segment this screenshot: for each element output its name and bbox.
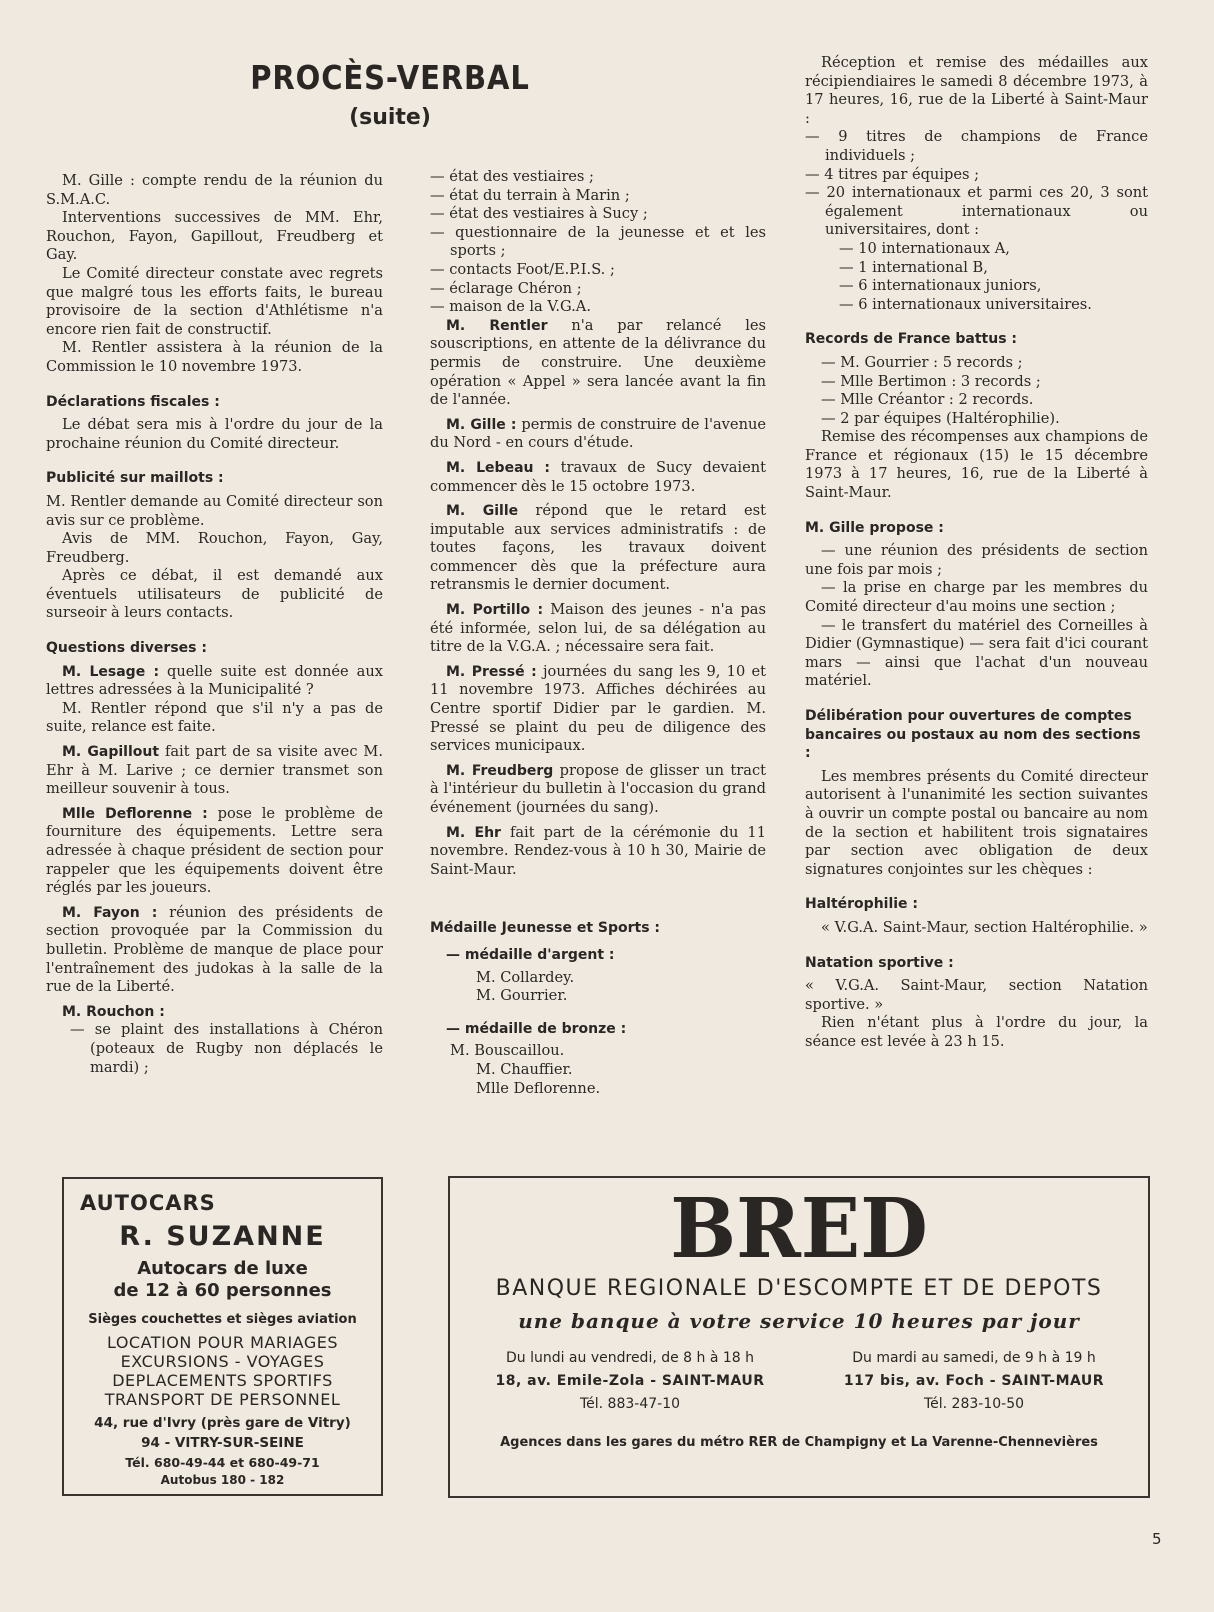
paragraph (430, 317, 766, 410)
article-header (200, 58, 580, 130)
list-item: — Mlle Bertimon : 3 records ; (821, 372, 1041, 390)
list-item: — 2 par équipes (Haltérophilie). (821, 409, 1060, 427)
paragraph: Remise des récompenses aux champions de France et régionaux (15) le 15 décembre 1973 à 17 heures, 16, rue de la Liberté à Saint-Maur. (805, 428, 1148, 502)
speaker-text: permis de construire de l'avenue du Nord - en cours d'étude. (430, 415, 766, 452)
speaker-text: Maison des jeunes - n'a pas été informée, selon lui, de sa délégation au titre de la V.G.A. ; nécessaire sera fait. (430, 601, 766, 656)
paragraph: M. Rentler répond que s'il n'y a pas de suite, relance est faite. (46, 699, 383, 736)
bank-name: BANQUE REGIONALE D'ESCOMPTE ET DE DEPOTS (495, 1276, 1103, 1301)
speaker-text: pose le problème de fourniture des équipements. Lettre sera adressée à chaque président de section pour rappeler que les équipements doivent être réglés par les joueurs. (46, 804, 383, 897)
list-item: — 1 international B, (839, 258, 988, 276)
speaker-text: journées du sang les 9, 10 et 11 novembre 1973. Affiches déchirées au Centre sportif Didier par le gardien. M. Pressé se plaint du peu de diligence des services municipaux. (430, 662, 767, 755)
paragraph: Après ce débat, il est demandé aux éventuels utilisateurs de publicité de surseoir à leurs contacts. (46, 567, 383, 622)
ad-phone: Tél. 680-49-44 et 680-49-71 (125, 1455, 320, 1470)
ad-bus: Autobus 180 - 182 (160, 1473, 285, 1487)
section-heading: Questions diverses : (46, 640, 207, 657)
list-item: — contacts Foot/E.P.I.S. ; (430, 260, 615, 278)
paragraph (430, 762, 766, 818)
ad-title: AUTOCARS (80, 1191, 216, 1215)
section-heading: Déclarations fiscales : (46, 393, 220, 410)
list-item: — 9 titres de champions de France individuels ; (805, 128, 1148, 164)
ad-service: LOCATION POUR MARIAGES (106, 1333, 339, 1352)
list-item: — la prise en charge par les membres du Comité directeur d'au moins une section ; (805, 579, 1148, 616)
list-item: — 10 internationaux A, (839, 239, 1010, 257)
list-item: — éclarage Chéron ; (430, 279, 582, 297)
ad-service: TRANSPORT DE PERSONNEL (104, 1390, 341, 1409)
ad-address: 44, rue d'Ivry (près gare de Vitry) (94, 1415, 351, 1431)
branch-info (450, 1347, 1148, 1425)
list-item: — état des vestiaires à Sucy ; (430, 205, 648, 223)
paragraph: « V.G.A. Saint-Maur, section Haltérophilie. » (821, 918, 1148, 936)
recipient: M. Bouscaillou. (450, 1042, 565, 1060)
paragraph (430, 824, 766, 880)
speaker-name: M. Lesage : (62, 663, 160, 680)
paragraph (430, 416, 766, 453)
paragraph (430, 502, 766, 595)
speaker-text: réunion des présidents de section provoquée par la Commission du bulletin. Problème de manque de place pour l'entraînement des judokas à la salle de la rue de la Liberté. (46, 903, 383, 996)
paragraph: M. Gille : compte rendu de la réunion du S.M.A.C. (46, 172, 383, 208)
speaker-name: M. Rentler (446, 317, 548, 334)
recipient: M. Collardey. (476, 968, 575, 986)
ad-city: 94 - VITRY-SUR-SEINE (141, 1435, 304, 1451)
list-item: — état du terrain à Marin ; (430, 186, 630, 204)
recipient: Mlle Deflorenne. (476, 1079, 601, 1097)
list-item: — état des vestiaires ; (430, 168, 594, 185)
recipient: M. Gourrier. (476, 987, 568, 1005)
branch-hours: Du mardi au samedi, de 9 h à 19 h (852, 1350, 1096, 1366)
page-subtitle: (suite) (349, 105, 431, 130)
paragraph: M. Rentler demande au Comité directeur son avis sur ce problème. (46, 492, 383, 529)
section-heading: Délibération pour ouvertures de comptes bancaires ou postaux au nom des sections : (805, 708, 1141, 762)
bank-footer: Agences dans les gares du métro RER de Champigny et La Varenne-Chennevières (500, 1435, 1098, 1450)
ad-service: DEPLACEMENTS SPORTIFS (112, 1371, 333, 1390)
speaker-name: M. Freudberg (446, 762, 554, 779)
branch-address: 18, av. Emile-Zola - SAINT-MAUR (495, 1373, 765, 1389)
branch-phone: Tél. 283-10-50 (923, 1396, 1025, 1412)
paragraph (46, 805, 383, 898)
speaker-name: M. Gille (446, 503, 519, 520)
paragraph (46, 1003, 383, 1022)
speaker-name: M. Portillo : (446, 602, 544, 619)
paragraph (46, 743, 383, 799)
page-title: PROCÈS-VERBAL (250, 58, 530, 97)
paragraph (430, 459, 766, 496)
list-item: — Mlle Créantor : 2 records. (821, 391, 1034, 409)
list-item: — le transfert du matériel des Corneilles à Didier (Gymnastique) — sera fait d'ici courant mars — ainsi que l'achat d'un nouveau matériel. (805, 616, 1148, 690)
bred-logo: BRED (670, 1181, 928, 1277)
speaker-name: M. Rouchon : (62, 1003, 165, 1020)
branch-left (470, 1347, 790, 1416)
list-item: — se plaint des installations à Chéron (poteaux de Rugby non déplacés le mardi) ; (70, 1021, 383, 1076)
subsection-heading: — médaille de bronze : (446, 1020, 627, 1037)
speaker-text: propose de glisser un tract à l'intérieur du bulletin à l'occasion du grand événement (journées du sang). (430, 761, 766, 816)
bank-slogan: une banque à votre service 10 heures par jour (518, 1309, 1080, 1333)
paragraph: « V.G.A. Saint-Maur, section Natation sportive. » (805, 977, 1148, 1013)
speaker-name: M. Pressé : (446, 663, 537, 680)
list-item: — 6 internationaux juniors, (839, 277, 1042, 295)
list-item: — questionnaire de la jeunesse et et les sports ; (430, 223, 766, 260)
list-item: — 20 internationaux et parmi ces 20, 3 sont également internationaux ou universitaires, dont : (805, 184, 1148, 239)
ad-line: de 12 à 60 personnes (113, 1280, 332, 1301)
ad-service: EXCURSIONS - VOYAGES (120, 1352, 325, 1371)
paragraph (430, 663, 766, 756)
section-heading: M. Gille propose : (805, 519, 944, 536)
speaker-name: M. Gapillout (62, 744, 160, 761)
speaker-text: fait part de la cérémonie du 11 novembre. Rendez-vous à 10 h 30, Mairie de Saint-Maur. (430, 823, 766, 878)
paragraph: Réception et remise des médailles aux récipiendiaires le samedi 8 décembre 1973, à 17 heures, 16, rue de la Liberté à Saint-Maur : (805, 54, 1148, 127)
paragraph (430, 601, 766, 657)
speaker-text: travaux de Sucy devaient commencer dès le 15 octobre 1973. (430, 458, 766, 495)
speaker-text: quelle suite est donnée aux lettres adressées à la Municipalité ? (46, 662, 383, 699)
list-item: — M. Gourrier : 5 records ; (821, 353, 1023, 371)
branch-phone: Tél. 883-47-10 (579, 1396, 681, 1412)
list-item: — 6 internationaux universitaires. (839, 295, 1092, 313)
page-number: 5 (1152, 1530, 1162, 1548)
column-1 (46, 172, 383, 1077)
paragraph: Interventions successives de MM. Ehr, Rouchon, Fayon, Gapillout, Freudberg et Gay. (46, 209, 383, 264)
section-heading: Haltérophilie : (805, 896, 919, 913)
ad-company-name: R. SUZANNE (119, 1221, 326, 1252)
speaker-name: M. Gille : (446, 416, 517, 433)
paragraph: M. Rentler assistera à la réunion de la Commission le 10 novembre 1973. (46, 339, 383, 375)
column-2 (430, 168, 766, 1098)
section-heading: Médaille Jeunesse et Sports : (430, 920, 661, 937)
speaker-name: Mlle Deflorenne : (62, 805, 208, 822)
paragraph (46, 904, 383, 997)
branch-hours: Du lundi au vendredi, de 8 h à 18 h (505, 1350, 755, 1366)
speaker-text: n'a par relancé les souscriptions, en attente de la délivrance du permis de construire. Une deuxième opération « Appel » sera lancée avant la fin de l'année. (430, 316, 767, 409)
speaker-text: fait part de sa visite avec M. Ehr à M. Larive ; ce dernier transmet son meilleur souvenir à tous. (46, 743, 383, 798)
branch-address: 117 bis, av. Foch - SAINT-MAUR (843, 1373, 1105, 1389)
ad-line: Sièges couchettes et sièges aviation (88, 1312, 357, 1327)
paragraph: Le débat sera mis à l'ordre du jour de la prochaine réunion du Comité directeur. (46, 416, 383, 452)
paragraph: Les membres présents du Comité directeur autorisent à l'unanimité les section suivantes à ouvrir un compte postal ou bancaire au nom de la section et habilitent trois signataires par section avec obligation de deux signatures conjointes sur les chèques : (805, 767, 1148, 878)
ad-bred (448, 1176, 1150, 1498)
speaker-name: M. Lebeau : (446, 459, 550, 476)
column-3 (805, 54, 1148, 1052)
section-heading: Natation sportive : (805, 954, 954, 971)
section-heading: Records de France battus : (805, 331, 1017, 348)
recipient: M. Chauffier. (476, 1060, 573, 1078)
section-heading: Publicité sur maillots : (46, 470, 224, 487)
branch-right (814, 1347, 1134, 1416)
list-item: — une réunion des présidents de section une fois par mois ; (805, 542, 1148, 578)
speaker-text: répond que le retard est imputable aux services administratifs : de toutes façons, les travaux doivent commencer dès que la préfecture aura retransmis le dernier document. (430, 502, 766, 594)
speaker-name: M. Ehr (446, 824, 501, 841)
list-item: — 4 titres par équipes ; (805, 165, 980, 183)
paragraph: Le Comité directeur constate avec regrets que malgré tous les efforts faits, le bureau provisoire de la section d'Athlétisme n'a encore rien fait de constructif. (46, 264, 383, 338)
list-item: — maison de la V.G.A. (430, 298, 591, 316)
subsection-heading: — médaille d'argent : (446, 946, 615, 963)
speaker-name: M. Fayon : (62, 904, 158, 921)
paragraph (46, 663, 383, 700)
paragraph: Avis de MM. Rouchon, Fayon, Gay, Freudberg. (46, 530, 383, 566)
paragraph: Rien n'étant plus à l'ordre du jour, la séance est levée à 23 h 15. (805, 1014, 1148, 1050)
ad-line: Autocars de luxe (137, 1258, 308, 1279)
ad-autocars (62, 1177, 383, 1496)
